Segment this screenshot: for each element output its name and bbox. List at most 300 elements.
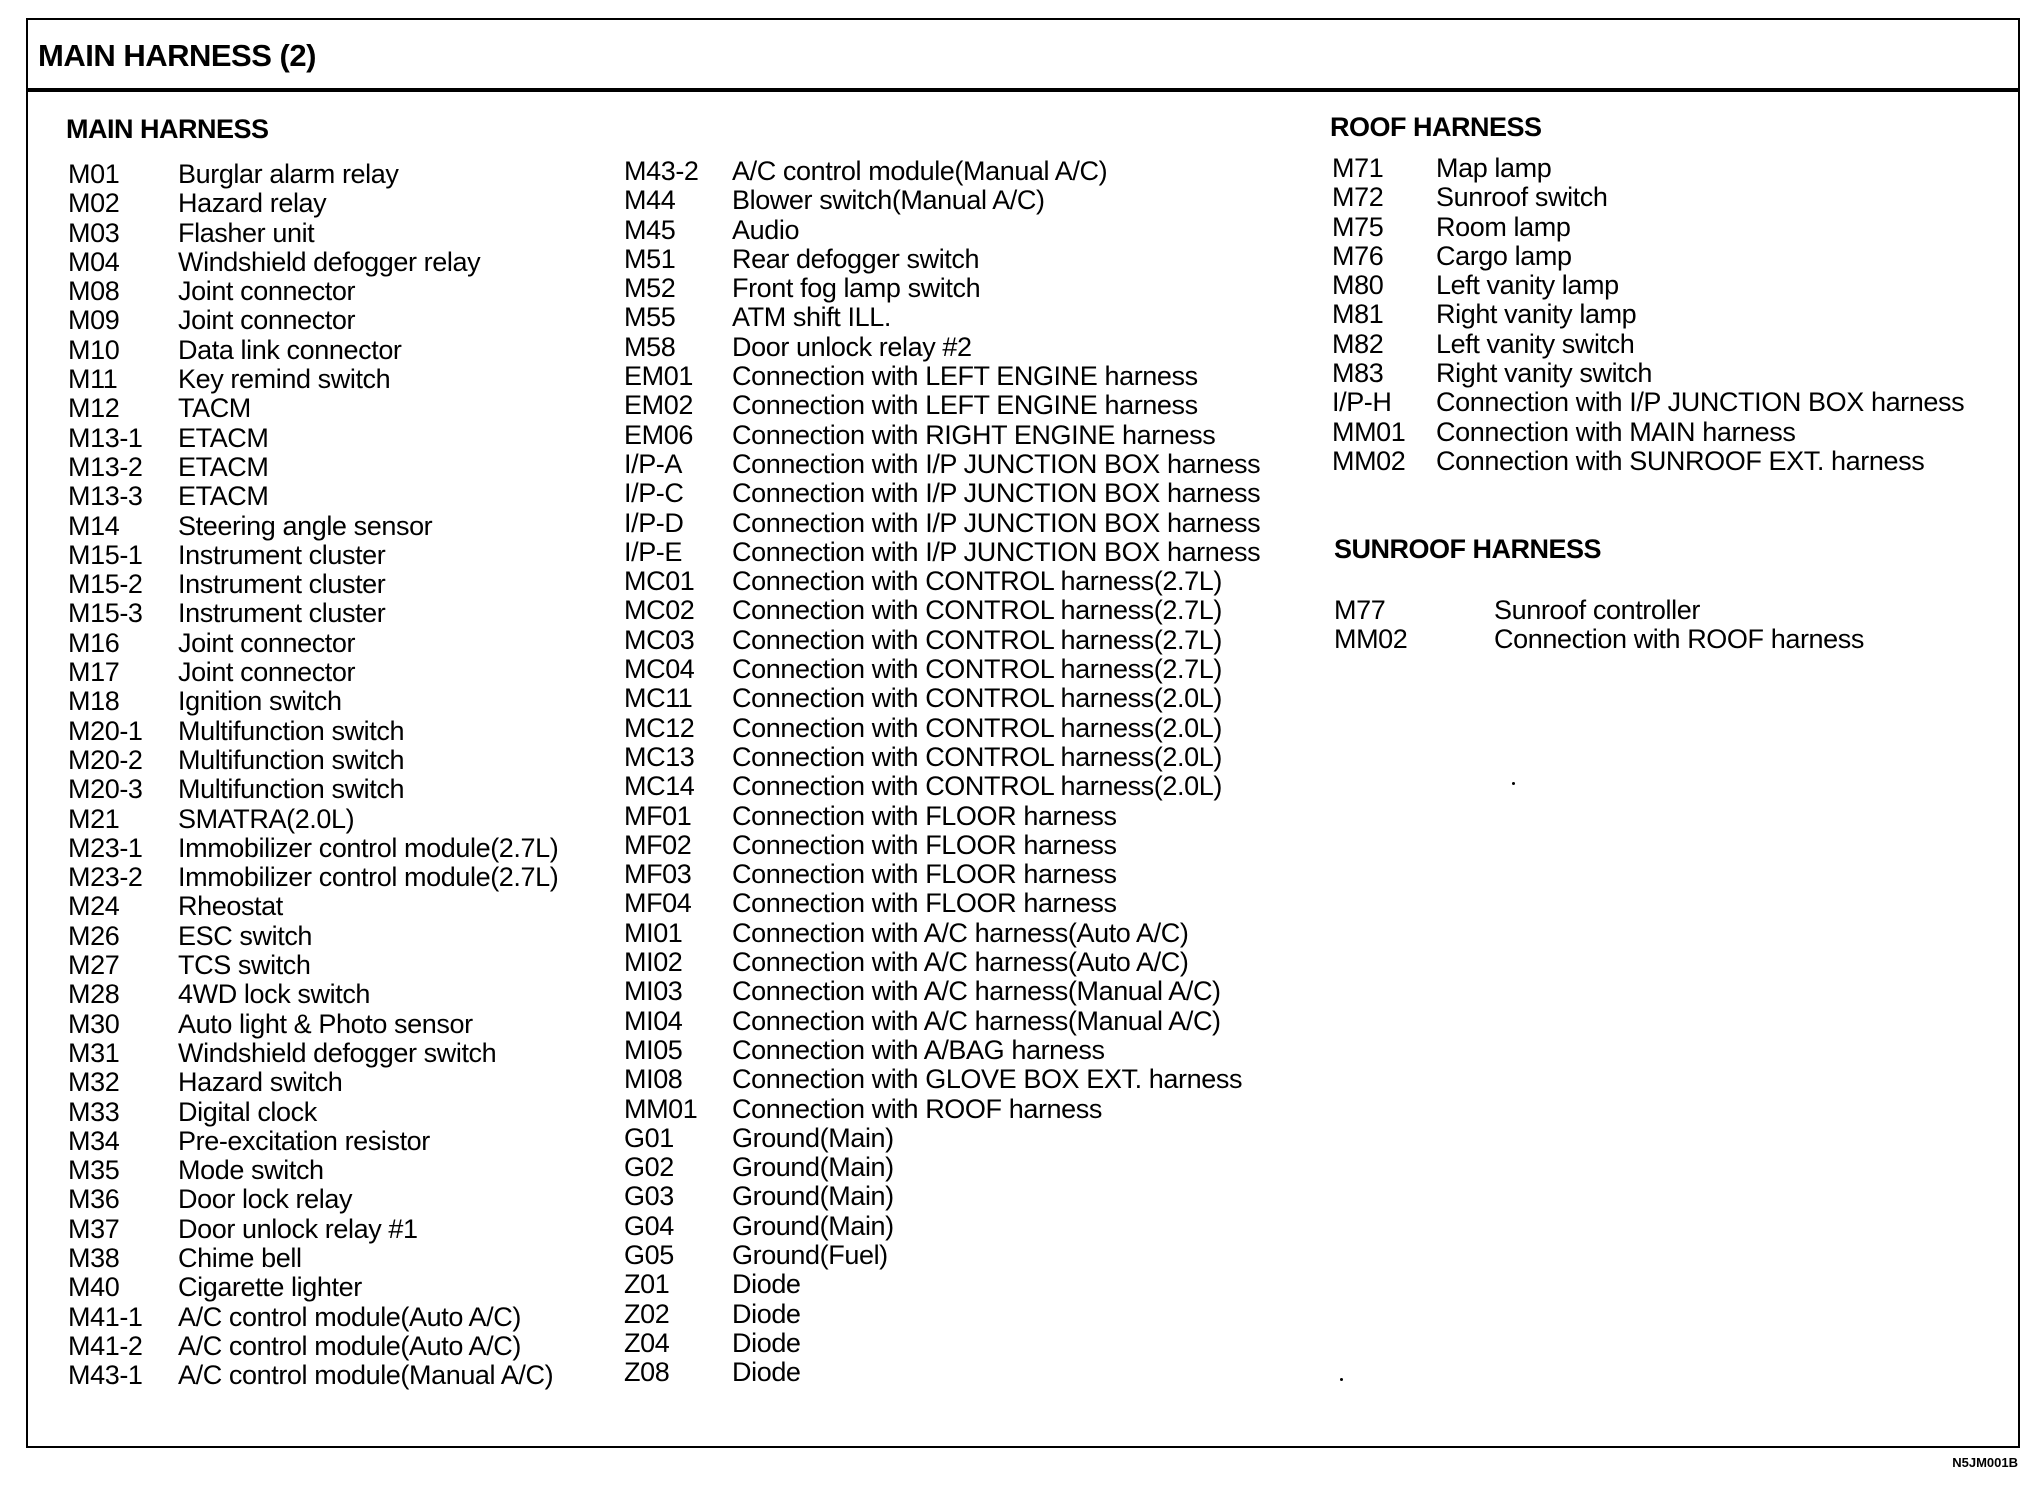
connector-description: Rheostat [178,891,283,922]
connector-code: M10 [68,334,120,365]
list-item [624,333,1344,362]
connector-code: M83 [1332,358,1384,389]
main-harness-list-col2 [624,157,1344,1387]
list-item [68,951,608,980]
connector-code: M27 [68,950,120,981]
connector-description: Ground(Main) [732,1210,894,1241]
connector-description: Multifunction switch [178,774,405,805]
connector-description: Steering angle sensor [178,510,433,541]
connector-code: M13-1 [68,422,143,453]
connector-code: M17 [68,657,120,688]
connector-code: M43-1 [68,1360,143,1391]
list-item [1332,359,2012,388]
connector-description: Cigarette lighter [178,1272,362,1303]
connector-description: Ground(Fuel) [732,1239,888,1270]
speck-mark [1340,1378,1343,1381]
connector-code: M81 [1332,299,1384,330]
list-item [68,1332,608,1361]
list-item [624,362,1344,391]
connector-description: ETACM [178,451,269,482]
connector-description: Map lamp [1436,153,1552,183]
list-item [624,831,1344,860]
list-item [1332,213,2012,242]
connector-code: M58 [624,331,676,362]
connector-description: Connection with CONTROL harness(2.0L) [732,771,1222,802]
connector-description: Hazard switch [178,1067,343,1098]
connector-description: Diode [732,1357,801,1388]
connector-description: Key remind switch [178,364,391,395]
connector-code: M41-1 [68,1301,143,1332]
list-item [68,1039,608,1068]
connector-description: Audio [732,214,800,245]
main-harness-section [66,114,269,148]
connector-code: M52 [624,273,676,304]
connector-code: M55 [624,302,676,333]
connector-code: EM02 [624,390,693,421]
list-item [624,772,1344,801]
connector-description: Connection with CONTROL harness(2.7L) [732,566,1222,597]
connector-code: MF02 [624,829,692,860]
connector-description: A/C control module(Manual A/C) [732,156,1108,186]
connector-code: M20-3 [68,774,143,805]
connector-description: Immobilizer control module(2.7L) [178,832,559,863]
list-item [624,509,1344,538]
list-item [68,1156,608,1185]
list-item [68,424,608,453]
connector-description: ETACM [178,422,269,453]
connector-code: I/P-H [1332,387,1392,418]
list-item [68,1215,608,1244]
connector-code: M20-2 [68,744,143,775]
list-item [68,1068,608,1097]
connector-description: Connection with I/P JUNCTION BOX harness [732,448,1261,479]
list-item [68,746,608,775]
list-item [68,599,608,628]
list-item [1332,388,2012,417]
connector-code: MI03 [624,976,683,1007]
connector-code: M82 [1332,328,1384,359]
connector-description: ATM shift ILL. [732,302,891,333]
connector-code: M43-2 [624,156,699,186]
connector-description: Connection with LEFT ENGINE harness [732,390,1198,421]
connector-code: MF04 [624,888,692,919]
connector-code: M71 [1332,153,1384,183]
connector-code: M15-1 [68,539,143,570]
connector-code: MI01 [624,917,683,948]
connector-description: ETACM [178,481,269,512]
list-item [68,1010,608,1039]
connector-code: M23-1 [68,832,143,863]
list-item [68,219,608,248]
connector-description: Connection with FLOOR harness [732,859,1117,890]
list-item [624,860,1344,889]
connector-description: Multifunction switch [178,715,405,746]
connector-description: Joint connector [178,305,356,336]
connector-description: ESC switch [178,920,313,951]
connector-code: M21 [68,803,120,834]
main-harness-list-col1 [68,160,608,1390]
list-item [1332,418,2012,447]
list-item [624,303,1344,332]
connector-code: MM01 [624,1093,698,1124]
connector-code: M02 [68,188,120,219]
connector-code: M76 [1332,240,1384,271]
connector-code: M01 [68,159,120,189]
list-item [68,336,608,365]
connector-code: MC12 [624,712,695,743]
connector-code: I/P-D [624,507,684,538]
connector-code: M18 [68,686,120,717]
connector-description: Digital clock [178,1096,317,1127]
connector-description: Left vanity switch [1436,328,1635,359]
list-item [1332,330,2012,359]
connector-description: Connection with A/C harness(Manual A/C) [732,976,1221,1007]
connector-description: Diode [732,1269,801,1300]
connector-code: G01 [624,1122,674,1153]
connector-description: Connection with I/P JUNCTION BOX harness [732,536,1261,567]
connector-code: I/P-C [624,478,684,509]
connector-code: MI08 [624,1064,683,1095]
connector-code: M03 [68,217,120,248]
connector-code: EM06 [624,419,693,450]
connector-description: Ground(Main) [732,1181,894,1212]
connector-description: Hazard relay [178,188,327,219]
list-item [624,245,1344,274]
connector-description: Sunroof controller [1494,595,1700,625]
list-item [68,1303,608,1332]
connector-code: MF01 [624,800,692,831]
connector-code: M34 [68,1125,120,1156]
list-item [624,919,1344,948]
connector-code: MC03 [624,624,695,655]
speck-mark [1512,782,1515,785]
connector-description: Connection with ROOF harness [1494,624,1864,655]
connector-description: Connection with FLOOR harness [732,829,1117,860]
connector-description: Connection with CONTROL harness(2.0L) [732,712,1222,743]
list-item [68,394,608,423]
connector-description: Door unlock relay #1 [178,1213,418,1244]
list-item [68,541,608,570]
connector-description: Connection with CONTROL harness(2.7L) [732,595,1222,626]
list-item [68,717,608,746]
connector-code: M77 [1334,595,1386,625]
sunroof-harness-section [1334,534,1601,568]
list-item [624,1153,1344,1182]
list-item [624,1007,1344,1036]
list-item [68,248,608,277]
list-item [68,834,608,863]
list-item [1334,625,1994,654]
list-item [68,805,608,834]
connector-description: Connection with ROOF harness [732,1093,1102,1124]
connector-description: Instrument cluster [178,539,386,570]
list-item [624,1300,1344,1329]
list-item [624,1241,1344,1270]
connector-description: Connection with FLOOR harness [732,888,1117,919]
list-item [68,775,608,804]
connector-code: M45 [624,214,676,245]
connector-code: MC14 [624,771,695,802]
connector-code: M11 [68,364,118,395]
connector-code: Z02 [624,1298,670,1329]
connector-description: Ignition switch [178,686,342,717]
list-item [624,216,1344,245]
list-item [624,684,1344,713]
connector-description: Multifunction switch [178,744,405,775]
list-item [68,482,608,511]
list-item [1332,183,2012,212]
list-item [624,1065,1344,1094]
connector-code: M31 [68,1037,120,1068]
connector-code: M80 [1332,270,1384,301]
list-item [624,743,1344,772]
list-item [68,512,608,541]
connector-description: Left vanity lamp [1436,270,1619,301]
connector-code: M20-1 [68,715,143,746]
connector-code: M75 [1332,211,1384,242]
list-item [68,1127,608,1156]
connector-code: MI02 [624,947,683,978]
connector-code: MM02 [1332,445,1406,476]
connector-description: Connection with CONTROL harness(2.7L) [732,654,1222,685]
list-item [68,1273,608,1302]
list-item [68,306,608,335]
connector-code: MM01 [1332,416,1406,447]
connector-description: Windshield defogger relay [178,246,481,277]
connector-description: Connection with SUNROOF EXT. harness [1436,445,1925,476]
connector-code: M09 [68,305,120,336]
list-item [68,629,608,658]
connector-code: M23-2 [68,862,143,893]
connector-code: M72 [1332,182,1384,213]
connector-code: G02 [624,1152,674,1183]
list-item [68,687,608,716]
list-item [624,567,1344,596]
connector-code: M35 [68,1155,120,1186]
connector-code: MC11 [624,683,693,714]
connector-description: Right vanity lamp [1436,299,1637,330]
connector-code: G03 [624,1181,674,1212]
list-item [68,863,608,892]
connector-code: M32 [68,1067,120,1098]
list-item [68,570,608,599]
roof-harness-heading: ROOF HARNESS [1330,112,1542,142]
connector-description: Rear defogger switch [732,243,980,274]
list-item [624,626,1344,655]
list-item [624,889,1344,918]
connector-code: Z01 [624,1269,670,1300]
list-item [68,892,608,921]
list-item [624,1329,1344,1358]
connector-code: MC02 [624,595,695,626]
connector-description: Connection with A/BAG harness [732,1034,1105,1065]
connector-description: Data link connector [178,334,402,365]
list-item [624,596,1344,625]
connector-description: Door unlock relay #2 [732,331,972,362]
list-item [624,157,1344,186]
connector-code: M36 [68,1184,120,1215]
list-item [68,453,608,482]
connector-code: M08 [68,276,120,307]
connector-description: Front fog lamp switch [732,273,981,304]
connector-code: M16 [68,627,120,658]
connector-code: MM02 [1334,624,1408,655]
list-item [624,1095,1344,1124]
connector-code: M26 [68,920,120,951]
list-item [624,538,1344,567]
connector-description: Windshield defogger switch [178,1037,497,1068]
connector-description: Ground(Main) [732,1122,894,1153]
connector-description: Pre-excitation resistor [178,1125,430,1156]
connector-description: A/C control module(Auto A/C) [178,1330,521,1361]
connector-description: Joint connector [178,276,356,307]
list-item [624,714,1344,743]
list-item [624,1270,1344,1299]
connector-description: Instrument cluster [178,569,386,600]
connector-code: M13-2 [68,451,143,482]
list-item [68,922,608,951]
connector-code: M14 [68,510,120,541]
connector-code: M30 [68,1008,120,1039]
connector-description: SMATRA(2.0L) [178,803,355,834]
connector-description: Chime bell [178,1242,302,1273]
list-item [1332,447,2012,476]
connector-description: 4WD lock switch [178,979,371,1010]
connector-description: Diode [732,1298,801,1329]
figure-reference: N5JM001B [1952,1455,2018,1470]
connector-description: Burglar alarm relay [178,159,399,189]
list-item [1334,596,1994,625]
connector-description: A/C control module(Manual A/C) [178,1360,554,1391]
list-item [624,1358,1344,1387]
connector-code: MC04 [624,654,695,685]
page-title: MAIN HARNESS (2) [38,38,316,73]
connector-description: TCS switch [178,950,311,981]
connector-code: EM01 [624,361,693,392]
connector-code: Z04 [624,1327,670,1358]
list-item [1332,300,2012,329]
list-item [624,391,1344,420]
connector-code: Z08 [624,1357,670,1388]
connector-code: M44 [624,185,676,216]
connector-description: Flasher unit [178,217,315,248]
connector-description: Joint connector [178,657,356,688]
list-item [68,658,608,687]
connector-code: MI04 [624,1005,683,1036]
list-item [68,1185,608,1214]
list-item [68,365,608,394]
sunroof-harness-heading: SUNROOF HARNESS [1334,534,1602,564]
connector-description: A/C control module(Auto A/C) [178,1301,521,1332]
connector-description: Connection with A/C harness(Manual A/C) [732,1005,1221,1036]
connector-description: Right vanity switch [1436,358,1652,389]
list-item [68,160,608,189]
connector-code: M04 [68,246,120,277]
connector-code: MF03 [624,859,692,890]
connector-description: Connection with GLOVE BOX EXT. harness [732,1064,1243,1095]
list-item [624,1124,1344,1153]
list-item [624,421,1344,450]
connector-description: Connection with RIGHT ENGINE harness [732,419,1216,450]
connector-description: Connection with I/P JUNCTION BOX harness [1436,387,1965,418]
list-item [624,977,1344,1006]
list-item [624,948,1344,977]
connector-code: G04 [624,1210,674,1241]
list-item [624,802,1344,831]
connector-description: Cargo lamp [1436,240,1572,271]
list-item [624,1182,1344,1211]
list-item [1332,271,2012,300]
connector-description: Door lock relay [178,1184,353,1215]
connector-code: M40 [68,1272,120,1303]
list-item [1332,242,2012,271]
connector-description: Immobilizer control module(2.7L) [178,862,559,893]
connector-code: M13-3 [68,481,143,512]
title-bar [28,20,2018,92]
connector-description: Connection with MAIN harness [1436,416,1796,447]
connector-description: Connection with CONTROL harness(2.7L) [732,624,1222,655]
list-item [624,1036,1344,1065]
connector-code: MC01 [624,566,695,597]
connector-code: MI05 [624,1034,683,1065]
list-item [68,1361,608,1390]
roof-harness-list [1332,154,2012,476]
connector-description: Blower switch(Manual A/C) [732,185,1045,216]
connector-description: Instrument cluster [178,598,386,629]
list-item [1332,154,2012,183]
connector-code: M28 [68,979,120,1010]
list-item [624,1212,1344,1241]
connector-code: M24 [68,891,120,922]
connector-code: MC13 [624,741,695,772]
connector-description: TACM [178,393,251,424]
connector-code: I/P-A [624,448,683,479]
connector-description: Connection with I/P JUNCTION BOX harness [732,478,1261,509]
connector-code: M12 [68,393,120,424]
list-item [68,980,608,1009]
connector-description: Auto light & Photo sensor [178,1008,473,1039]
list-item [624,186,1344,215]
connector-code: M33 [68,1096,120,1127]
connector-description: Connection with A/C harness(Auto A/C) [732,947,1189,978]
sunroof-harness-list [1334,596,1994,655]
connector-description: Connection with CONTROL harness(2.0L) [732,683,1222,714]
connector-description: Ground(Main) [732,1152,894,1183]
connector-description: Diode [732,1327,801,1358]
connector-code: I/P-E [624,536,683,567]
connector-description: Connection with FLOOR harness [732,800,1117,831]
connector-description: Connection with CONTROL harness(2.0L) [732,741,1222,772]
list-item [68,1244,608,1273]
main-harness-heading: MAIN HARNESS [66,114,269,144]
connector-code: M15-3 [68,598,143,629]
list-item [68,189,608,218]
connector-description: Joint connector [178,627,356,658]
connector-code: M51 [624,243,676,274]
roof-harness-section [1330,112,1542,146]
connector-code: M41-2 [68,1330,143,1361]
list-item [624,655,1344,684]
connector-description: Connection with A/C harness(Auto A/C) [732,917,1189,948]
connector-code: M37 [68,1213,120,1244]
connector-code: M38 [68,1242,120,1273]
list-item [624,479,1344,508]
connector-description: Connection with I/P JUNCTION BOX harness [732,507,1261,538]
list-item [624,274,1344,303]
list-item [68,277,608,306]
connector-description: Connection with LEFT ENGINE harness [732,361,1198,392]
connector-description: Sunroof switch [1436,182,1608,213]
